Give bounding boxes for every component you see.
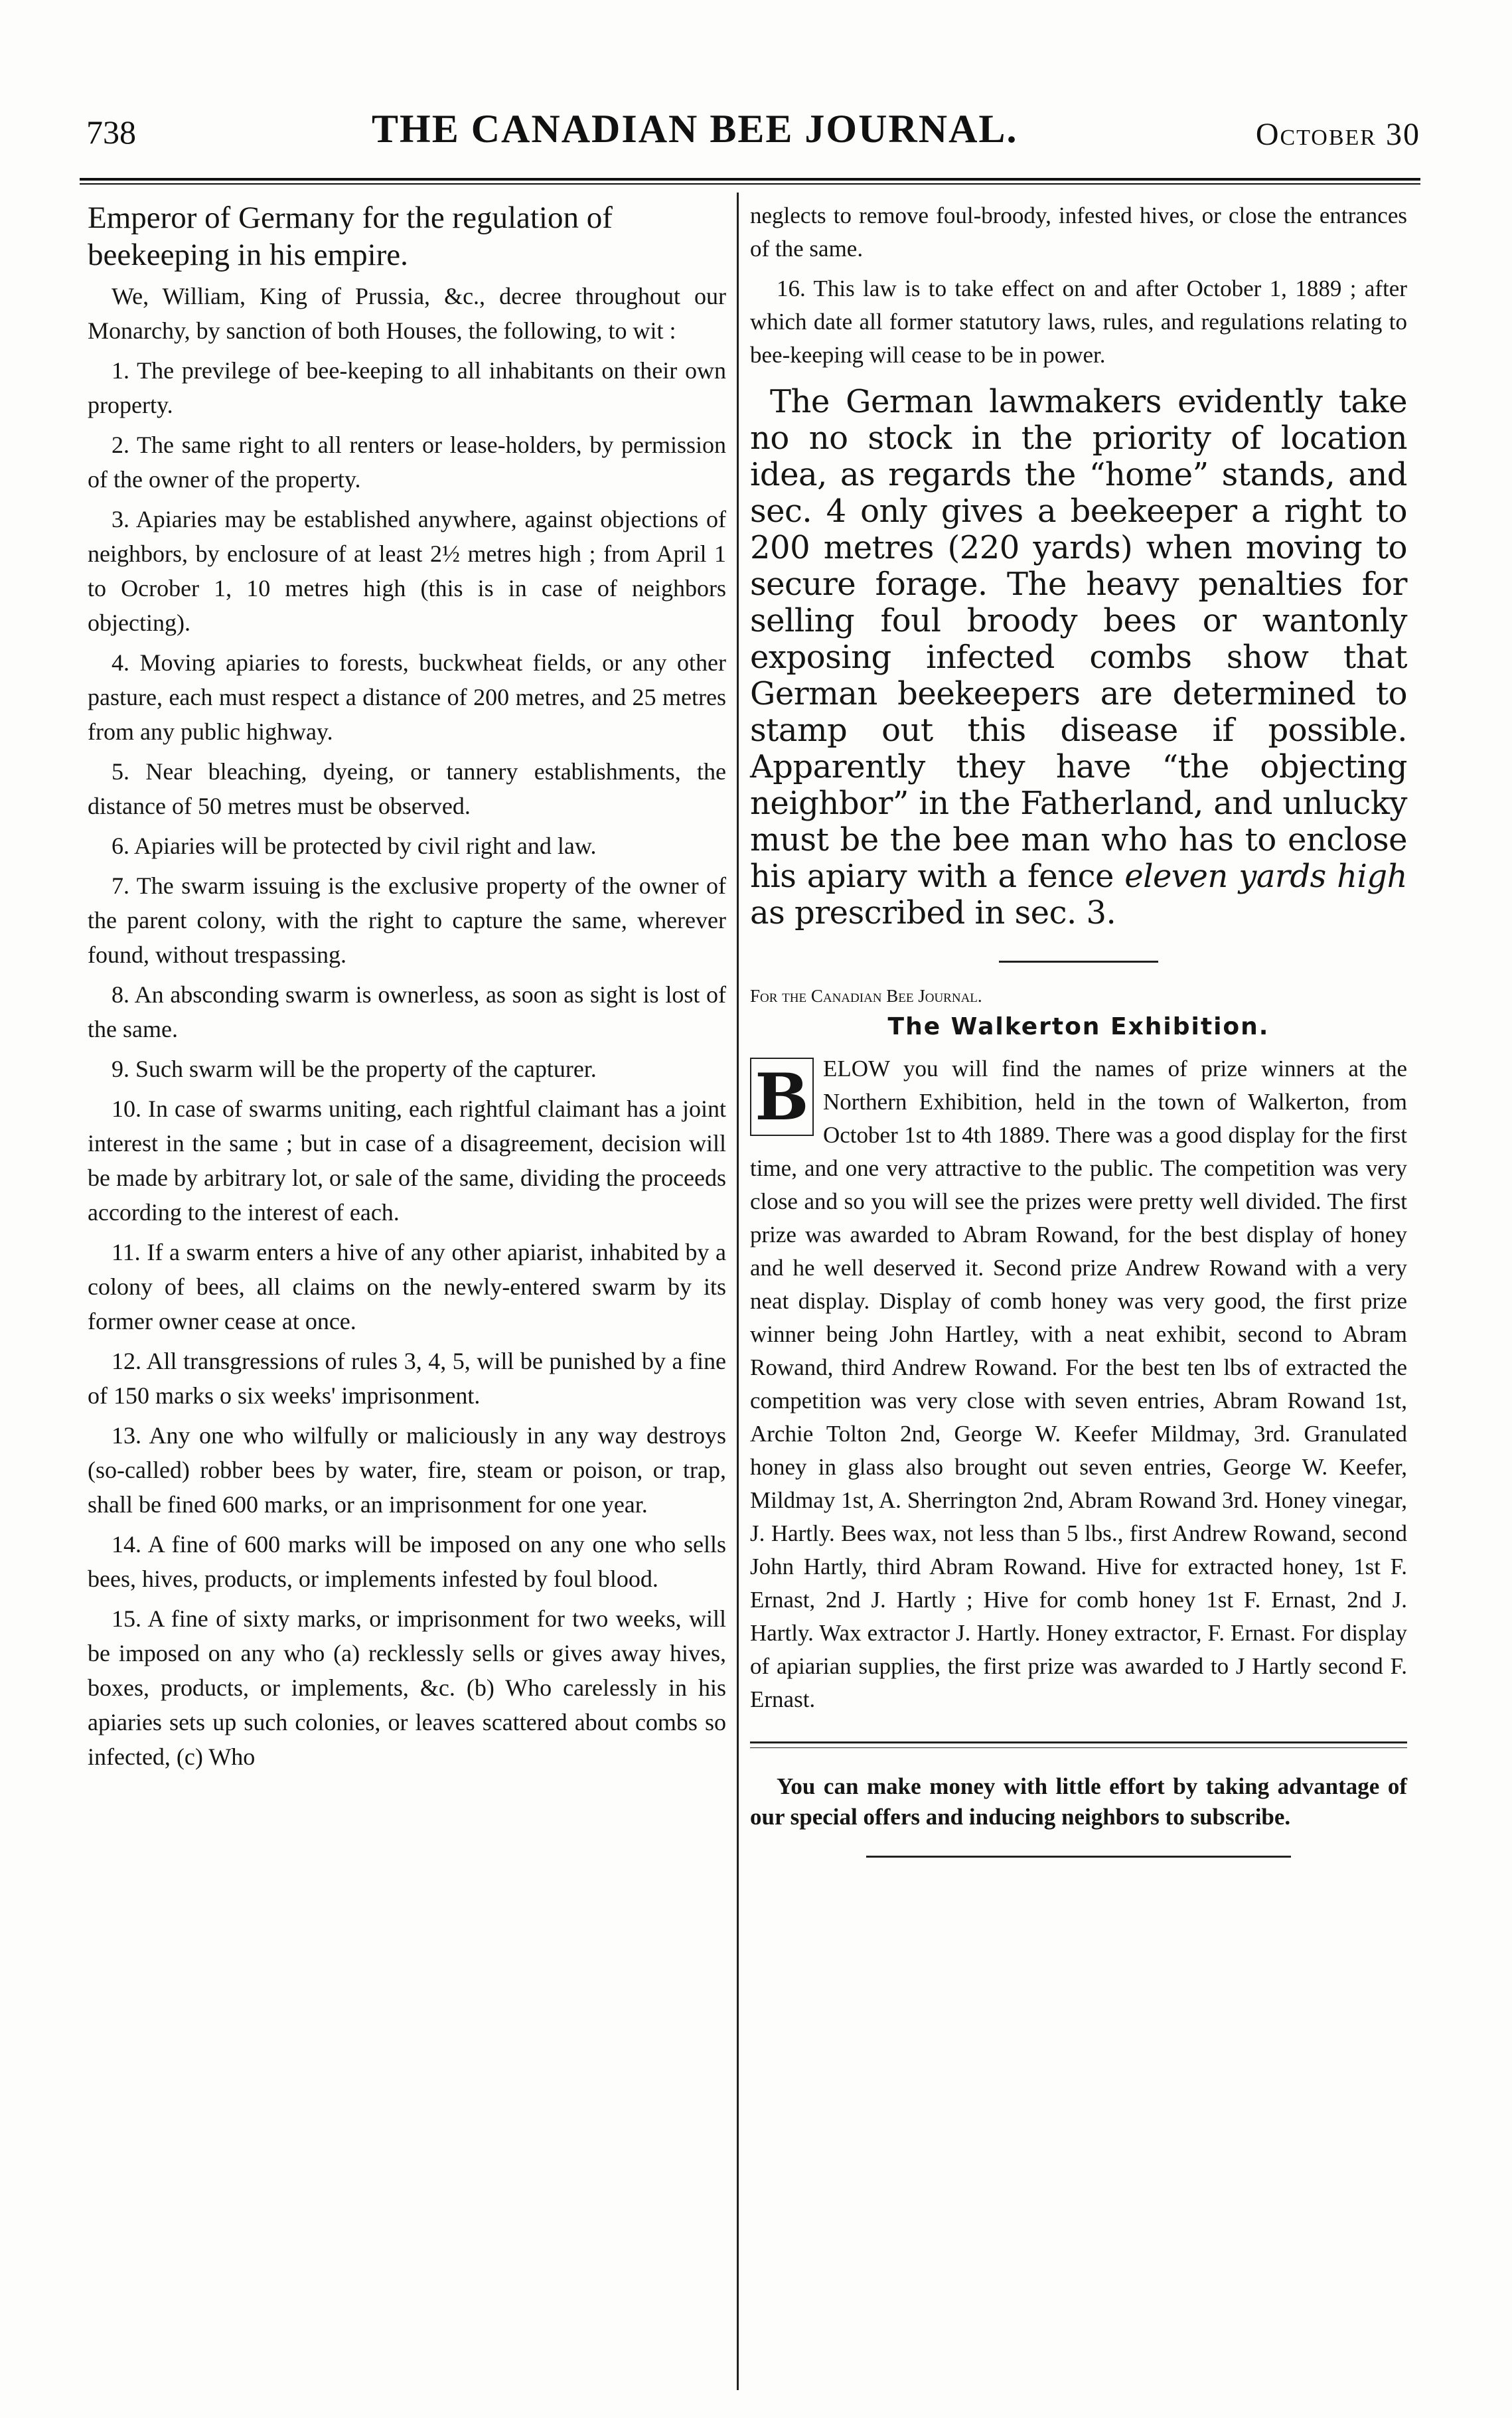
- header-rule-thin: [80, 183, 1420, 185]
- decree-lead: Emperor of Germany for the regulation of beekeeping in his empire.: [88, 201, 613, 272]
- rule-2: 2. The same right to all renters or lease-holders, by permission of the owner of the property.: [88, 432, 726, 493]
- rule-11: 11. If a swarm enters a hive of any other apiarist, inhabited by a colony of bees, all claims on the newly-entered swarm by its former owner cease at once.: [88, 1239, 726, 1334]
- rule-12: 12. All transgressions of rules 3, 4, 5, will be punished by a fine of 150 marks o six weeks' imprisonment.: [88, 1348, 726, 1409]
- column-divider: [737, 193, 739, 2390]
- drop-cap-letter: B: [755, 1060, 809, 1135]
- right-column: [750, 199, 1407, 1858]
- article-title: The Walkerton Exhibition.: [887, 1013, 1270, 1040]
- left-column: [88, 199, 726, 1779]
- journal-title: THE CANADIAN BEE JOURNAL.: [372, 107, 1018, 151]
- footer-rule-thin: [750, 1747, 1407, 1748]
- commentary-italic: eleven yards high: [1124, 858, 1408, 895]
- section-rule: [999, 961, 1158, 963]
- article-byline: For the Canadian Bee Journal.: [750, 986, 982, 1006]
- editorial-commentary: [750, 384, 1407, 931]
- rule-16: 16. This law is to take effect on and after October 1, 1889 ; after which date all former statutory laws, rules, and regulations relating to bee-keeping will cease to be in power.: [750, 276, 1407, 368]
- rule-14: 14. A fine of 600 marks will be imposed on any one who sells bees, hives, products, or implements infested by foul blood.: [88, 1531, 726, 1592]
- rule-9: 9. Such swarm will be the property of the capturer.: [112, 1056, 597, 1082]
- header-rule: [80, 178, 1420, 181]
- rule-8: 8. An absconding swarm is ownerless, as soon as sight is lost of the same.: [88, 981, 726, 1042]
- rule-13: 13. Any one who wilfully or maliciously in any way destroys (so-called) robber bees by water, fire, steam or poison, or trap, shall be fined 600 marks, or an imprisonment for one year.: [88, 1422, 726, 1518]
- rule-6: 6. Apiaries will be protected by civil right and law.: [112, 833, 597, 859]
- article-text: ELOW you will find the names of prize winners at the Northern Exhibition, held in the town of Walkerton, from October 1st to 4th 1889. There was a good display for the first time, and one very attractive to the public. The competition was very close and so you will see the prizes were pretty well divided. The first prize was awarded to Abram Rowand, for the best display of honey and he well deserved it. Second prize Andrew Rowand with a very neat display. Display of comb honey was very good, the first prize winner being John Hartley, with a neat exhibit, second to Abram Rowand, third Andrew Rowand. For the best ten lbs of extracted the competition was very close with seven entries, Abram Rowand 1st, Archie Tolton 2nd, George W. Keefer Mildmay, 3rd. Granulated honey in glass also brought out seven entries, George W. Keefer, Mildmay 1st, A. Sherrington 2nd, Abram Rowand 3rd. Honey vinegar, J. Hartly. Bees wax, not less than 5 lbs., first Andrew Rowand, second John Hartly, third Abram Rowand. Hive for extracted honey, 1st F. Ernast, 2nd J. Hartly ; Hive for comb honey 1st F. Ernast, 2nd J. Hartly. Wax extractor J. Hartly. Honey extractor, F. Ernast. For display of apiarian supplies, the first prize was awarded to J Hartly second F. Ernast.: [750, 1056, 1407, 1712]
- rule-4: 4. Moving apiaries to forests, buckwheat fields, or any other pasture, each must respect a distance of 200 metres, and 25 metres from any public highway.: [88, 649, 726, 745]
- page-number: 738: [86, 114, 136, 151]
- rule-1: 1. The previlege of bee-keeping to all inhabitants on their own property.: [88, 357, 726, 418]
- commentary-text-end: as prescribed in sec. 3.: [750, 894, 1116, 931]
- footer-rule: [750, 1741, 1407, 1743]
- article-body: [750, 1052, 1407, 1716]
- issue-date: October 30: [1255, 117, 1420, 152]
- drop-cap: [750, 1058, 814, 1136]
- rule-7: 7. The swarm issuing is the exclusive property of the owner of the parent colony, with the right to capture the same, wherever found, without trespassing.: [88, 872, 726, 968]
- rule-10: 10. In case of swarms uniting, each rightful claimant has a joint interest in the same ; but in case of a disagreement, decision will be made by arbitrary lot, or sale of the same, dividing the proceeds according to the interest of each.: [88, 1095, 726, 1226]
- rule-3: 3. Apiaries may be established anywhere, against objections of neighbors, by enclosure of at least 2½ metres high ; from April 1 to Ocrober 1, 10 metres high (this is in case of neighbors objecting).: [88, 506, 726, 636]
- rule-15: 15. A fine of sixty marks, or imprisonment for two weeks, will be imposed on any who (a) recklessly sells or gives away hives, boxes, products, or implements, &c. (b) Who carelessly in his apiaries sets up such colonies, or leaves scattered about combs so infected, (c) Who: [88, 1605, 726, 1770]
- subscription-notice: You can make money with little effort by taking advantage of our special offers and inducing neighbors to subscribe.: [750, 1773, 1407, 1830]
- rule-5: 5. Near bleaching, dyeing, or tannery establishments, the distance of 50 metres must be observed.: [88, 758, 726, 819]
- commentary-text: The German lawmakers evidently take no no stock in the priority of location idea, as regards the “home” stands, and sec. 4 only gives a beekeeper a right to 200 metres (220 yards) when moving to secure forage. The heavy penalties for selling foul broody bees or wantonly exposing infected combs show that German beekeepers are determined to stamp out this disease if possible. Apparently they have “the objecting neighbor” in the Fatherland, and unlucky must be the bee man who has to enclose his apiary with a fence: [750, 383, 1407, 895]
- page-header: [80, 100, 1420, 173]
- rule-15-continuation: neglects to remove foul-broody, infested hives, or close the entrances of the same.: [750, 202, 1407, 262]
- notice-rule: [866, 1856, 1291, 1858]
- decree-preamble: We, William, King of Prussia, &c., decree throughout our Monarchy, by sanction of both Houses, the following, to wit :: [88, 283, 726, 344]
